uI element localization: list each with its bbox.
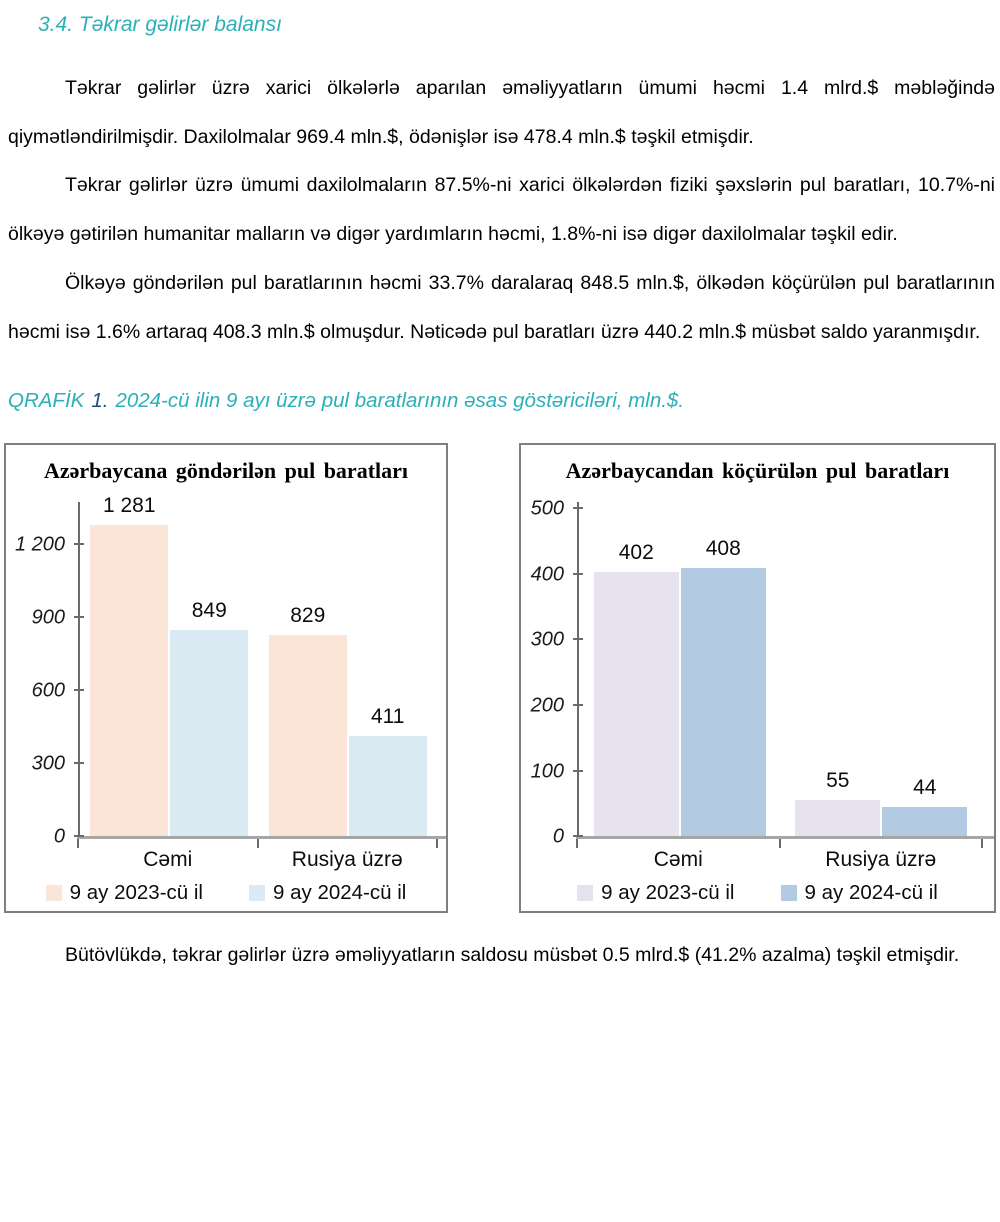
x-tick [77, 839, 79, 848]
legend-item [781, 881, 938, 905]
y-tick [573, 638, 583, 640]
bar-value-label: 849 [191, 598, 227, 622]
bar [795, 800, 880, 836]
y-tick [573, 770, 583, 772]
legend [521, 881, 994, 905]
bar-column [594, 498, 679, 836]
y-tick [74, 762, 84, 764]
y-tick [74, 616, 84, 618]
bar-value-label: 1 281 [102, 493, 156, 517]
bar-groups [80, 493, 437, 836]
x-tick [436, 839, 438, 848]
bar-column [170, 498, 248, 836]
legend-label: 9 ay 2024-cü il [273, 881, 407, 905]
bar-column [90, 493, 168, 836]
y-tick-label: 1 200 [14, 534, 65, 557]
chart-title: Azərbaycandan köçürülən pul baratları [565, 458, 950, 484]
figure-caption-number: 1. [91, 389, 109, 413]
y-tick-label: 100 [530, 760, 564, 783]
legend-swatch [577, 885, 593, 901]
bar [681, 568, 766, 836]
figure-caption [8, 389, 1000, 413]
bar [594, 572, 679, 836]
legend-swatch [249, 885, 265, 901]
bar-groups [579, 498, 982, 836]
y-tick [74, 835, 84, 837]
bar-group [80, 493, 259, 836]
paragraph: Bütövlükdə, təkrar gəlirlər üzrə əməliyyatların saldosu müsbət 0.5 mlrd.$ (41.2% azalma) təşkil etmişdir. [65, 944, 960, 967]
bar-value-label: 411 [371, 705, 405, 729]
bar-value-label: 408 [705, 537, 741, 561]
y-tick [573, 573, 583, 575]
bar-column [269, 498, 347, 836]
y-tick-label: 0 [53, 825, 65, 848]
bar-group [259, 498, 438, 836]
legend [6, 881, 446, 905]
legend-swatch [781, 885, 797, 901]
y-tick-label: 0 [552, 825, 564, 848]
body-text-block [8, 64, 995, 356]
paragraph: Təkrar gəlirlər üzrə ümumi daxilolmaların 87.5%-ni xarici ölkələrdən fiziki şəxslərin pul baratları, 10.7%-ni ölkəyə gətirilən humanitar malların və digər yardımların həcmi, 1.8%-ni isə digər daxilolmalar təşkil edir. [8, 174, 995, 246]
chart-remittances-inbound [4, 443, 448, 913]
y-tick [74, 543, 84, 545]
bar-column [681, 498, 766, 836]
bar-column [882, 498, 967, 836]
category-label: Cəmi [143, 848, 193, 872]
y-tick [74, 689, 84, 691]
legend-item [249, 881, 406, 905]
category-label: Rusiya üzrə [825, 848, 937, 872]
category-label: Cəmi [653, 848, 703, 872]
figure-caption-label: QRAFİK [8, 389, 85, 413]
x-axis-baseline [576, 836, 994, 839]
y-tick-label: 900 [31, 607, 65, 630]
plot-area [530, 497, 982, 848]
y-tick-label: 200 [530, 694, 564, 717]
category-labels [577, 848, 982, 872]
y-tick [573, 835, 583, 837]
legend-label: 9 ay 2023-cü il [69, 881, 203, 905]
category-labels [78, 848, 437, 872]
x-axis-baseline [77, 836, 446, 839]
paragraph: Təkrar gəlirlər üzrə xarici ölkələrlə aparılan əməliyyatların ümumi həcmi 1.4 mlrd.$ məbləğində qiymətləndirilmişdir. Daxilolmalar 969.4 mln.$, ödənişlər isə 478.4 mln.$ təşkil etmişdir. [8, 77, 995, 148]
bar [170, 630, 248, 836]
bar [90, 525, 168, 837]
y-tick-label: 300 [31, 752, 65, 775]
y-tick-label: 400 [530, 563, 564, 586]
bar [349, 736, 427, 836]
legend-swatch [46, 885, 62, 901]
bar-column [349, 498, 427, 836]
section-heading: 3.4. Təkrar gəlirlər balansı [38, 13, 282, 36]
plot-area [14, 493, 437, 848]
chart-title: Azərbaycana göndərilən pul baratları [43, 458, 409, 484]
paragraph: Ölkəyə göndərilən pul baratlarının həcmi 33.7% daralaraq 848.5 mln.$, ölkədən köçürülən pul baratlarının həcmi isə 1.6% artaraq 408.3 mln.$ olmuşdur. Nəticədə pul baratları üzrə 440.2 mln.$ müsbət saldo yaranmışdır. [8, 271, 995, 343]
y-tick [573, 507, 583, 509]
bar-group [579, 498, 781, 836]
category-label: Rusiya üzrə [291, 848, 403, 872]
figure-caption-text: 2024-cü ilin 9 ayı üzrə pul baratlarının əsas göstəriciləri, mln.$. [115, 389, 685, 413]
charts-row [0, 443, 1000, 913]
bar [882, 807, 967, 836]
x-tick [576, 839, 578, 848]
closing-paragraph-block [8, 931, 995, 980]
y-tick-label: 500 [530, 497, 564, 520]
bar-value-label: 402 [618, 541, 654, 565]
legend-label: 9 ay 2024-cü il [804, 881, 938, 905]
bar-value-label: 55 [826, 769, 850, 793]
bar-group [781, 498, 983, 836]
legend-item [46, 881, 203, 905]
bar [269, 635, 347, 837]
legend-item [577, 881, 734, 905]
x-tick [779, 839, 781, 848]
bar-value-label: 829 [290, 603, 326, 627]
x-tick [981, 839, 983, 848]
chart-remittances-outbound [519, 443, 996, 913]
y-tick [573, 704, 583, 706]
x-tick [257, 839, 259, 848]
bar-column [795, 498, 880, 836]
y-tick-label: 600 [31, 679, 65, 702]
bar-value-label: 44 [913, 776, 937, 800]
legend-label: 9 ay 2023-cü il [601, 881, 735, 905]
y-tick-label: 300 [530, 628, 564, 651]
